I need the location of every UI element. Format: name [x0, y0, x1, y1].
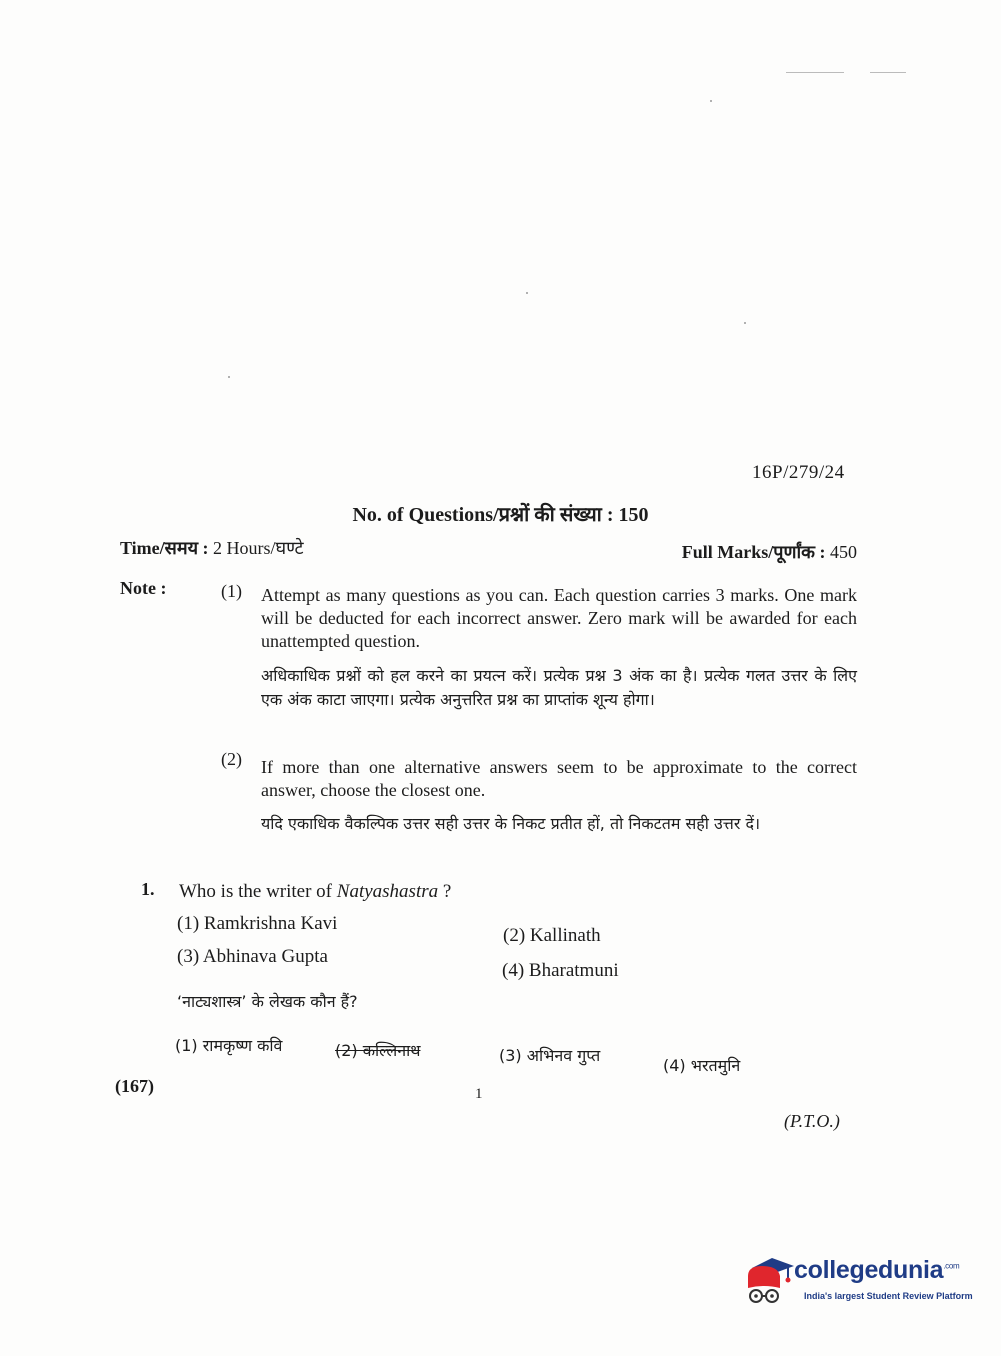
scan-mark: [870, 72, 906, 73]
scan-mark: [786, 72, 844, 73]
questions-count: [0, 500, 1001, 527]
question-number: 1.: [141, 879, 155, 899]
paper-code: 16P/279/24: [752, 462, 845, 483]
pto-label: (P.T.O.): [784, 1111, 840, 1131]
page-number: 1: [475, 1086, 483, 1102]
brand-tagline: India's largest Student Review Platform: [804, 1291, 973, 1301]
page-code: (167): [115, 1076, 154, 1096]
question-text-suffix: ?: [438, 881, 452, 902]
option-3-hindi: (3) अभिनव गुप्त: [499, 1046, 601, 1065]
scan-speck: [710, 100, 712, 102]
questions-value: 150: [618, 504, 649, 526]
option-4-hindi: (4) भरतमुनि: [663, 1056, 741, 1075]
scan-speck: [744, 322, 746, 324]
brand-name: [794, 1256, 959, 1285]
scan-speck: [526, 292, 528, 294]
time-label: Time/समय :: [120, 538, 209, 558]
question-text: [179, 881, 451, 903]
marks-value: 450: [830, 542, 857, 562]
option-1: (1) Ramkrishna Kavi: [177, 913, 338, 934]
question-text-title: Natyashastra: [336, 881, 439, 902]
option-4: (4) Bharatmuni: [502, 960, 619, 981]
brand-wordmark: collegedunia: [794, 1256, 944, 1284]
brand-logo: [742, 1250, 974, 1314]
question-text-prefix: Who is the writer of: [179, 881, 337, 902]
note-item-english: If more than one alternative answers seem to be approximate to the correct answer, choose the closest one.: [261, 757, 857, 800]
note-item-hindi: यदि एकाधिक वैकल्पिक उत्तर सही उत्तर के निकट प्रतीत हों, तो निकटतम सही उत्तर दें।: [261, 814, 761, 833]
note-item-english: Attempt as many questions as you can. Each question carries 3 marks. One mark will be deducted for each incorrect answer. Zero mark will be awarded for each unattempted question.: [261, 585, 857, 651]
marks-label: Full Marks/पूर्णांक :: [681, 542, 826, 562]
brand-suffix: .com: [943, 1261, 960, 1271]
mascot-icon: [742, 1254, 796, 1310]
time-info: [120, 536, 304, 560]
time-value: 2 Hours/घण्टे: [213, 538, 304, 558]
question-text-hindi: ‘नाट्यशास्त्र’ के लेखक कौन हैं?: [177, 992, 358, 1011]
note-label: Note :: [120, 578, 167, 598]
option-3: (3) Abhinava Gupta: [177, 946, 328, 967]
option-2: (2) Kallinath: [503, 925, 601, 946]
note-item-number: (2): [221, 749, 242, 769]
questions-label: No. of Questions/प्रश्नों की संख्या :: [352, 504, 614, 526]
note-item-hindi: अधिकाधिक प्रश्नों को हल करने का प्रयत्न करें। प्रत्येक प्रश्न 3 अंक का है। प्रत्येक गलत उत्तर के लिए एक अंक काटा जाएगा। प्रत्येक अनुत्तरित प्रश्न का प्राप्तांक शून्य होगा।: [261, 666, 857, 709]
note-item-number: (1): [221, 581, 242, 601]
marks-info: [682, 540, 857, 564]
option-2-hindi: (2) कल्लिनाथ: [335, 1041, 421, 1060]
scan-speck: [228, 376, 230, 378]
option-1-hindi: (1) रामकृष्ण कवि: [175, 1036, 283, 1055]
